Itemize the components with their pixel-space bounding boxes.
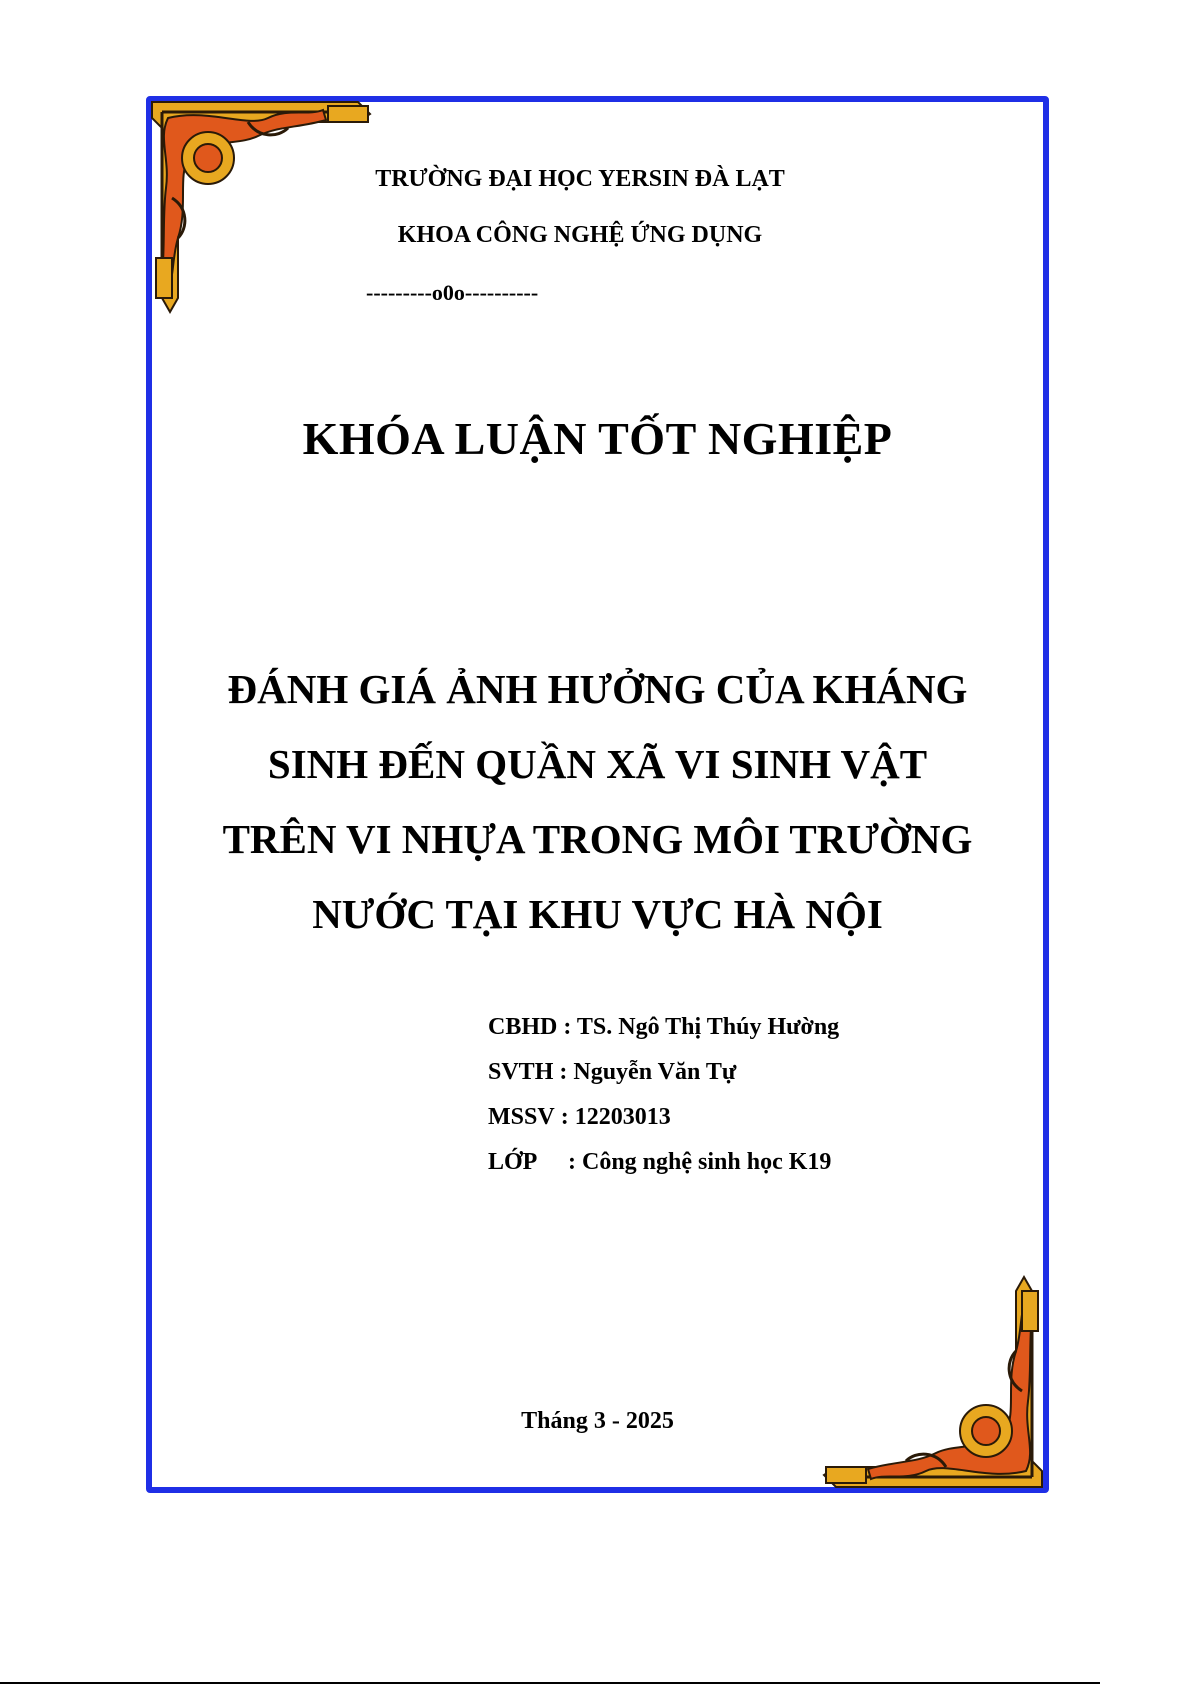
student-value: Nguyễn Văn Tự — [573, 1059, 737, 1085]
corner-ornament-top-left-icon — [148, 98, 378, 334]
document-type: KHÓA LUẬN TỐT NGHIỆP — [302, 413, 893, 464]
header-divider: ---------o0o---------- — [366, 280, 539, 305]
class-row: LỚP : Công nghệ sinh học K19 — [488, 1140, 839, 1185]
student-label: SVTH — [488, 1059, 554, 1085]
supervisor-label: CBHD — [488, 1014, 558, 1040]
supervisor-value: TS. Ngô Thị Thúy Hường — [576, 1014, 840, 1040]
title-line: NƯỚC TẠI KHU VỰC HÀ NỘI — [312, 891, 883, 937]
corner-ornament-bottom-right-icon — [815, 1255, 1047, 1491]
student-id-label: MSSV — [488, 1104, 555, 1130]
title-line: SINH ĐẾN QUẦN XÃ VI SINH VẬT — [267, 741, 928, 787]
student-row: SVTH : Nguyễn Văn Tự — [488, 1050, 839, 1095]
faculty-name: KHOA CÔNG NGHỆ ỨNG DỤNG — [397, 222, 763, 248]
class-label: LỚP — [488, 1149, 538, 1175]
student-id-row: MSSV : 12203013 — [488, 1095, 839, 1140]
university-name: TRƯỜNG ĐẠI HỌC YERSIN ĐÀ LẠT — [375, 166, 785, 192]
author-info — [488, 1005, 839, 1185]
page-bottom-rule — [0, 1682, 1100, 1684]
class-value: Công nghệ sinh học K19 — [582, 1149, 832, 1175]
title-line: ĐÁNH GIÁ ẢNH HƯỞNG CỦA KHÁNG — [227, 666, 968, 712]
submission-date: Tháng 3 - 2025 — [521, 1408, 674, 1434]
supervisor-row: CBHD : TS. Ngô Thị Thúy Hường — [488, 1005, 839, 1050]
title-line: TRÊN VI NHỰA TRONG MÔI TRƯỜNG — [222, 816, 973, 862]
thesis-title — [146, 652, 1049, 952]
student-id-value: 12203013 — [574, 1104, 671, 1130]
